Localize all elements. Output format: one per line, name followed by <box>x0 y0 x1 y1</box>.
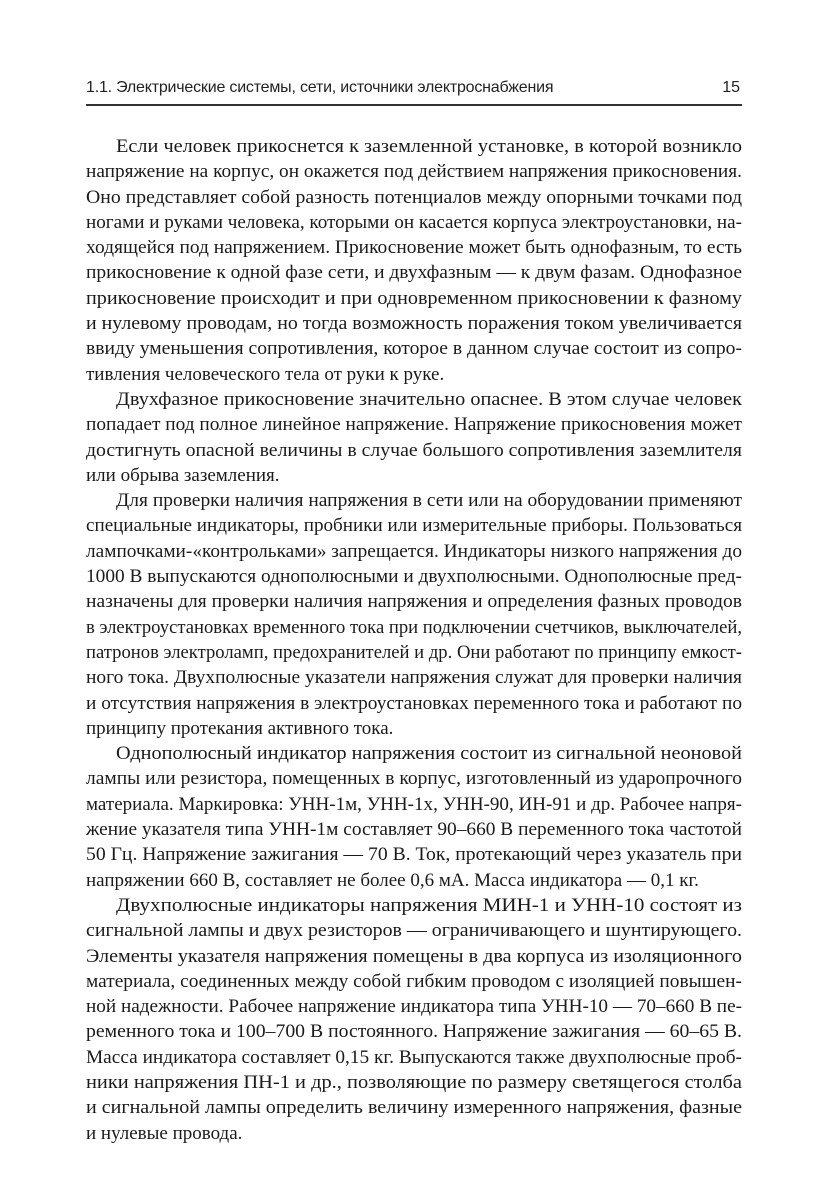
text-line: Элементы указателя напряжения помещены в два корпуса из изоляционного <box>86 945 742 967</box>
text-line: напряжении 660 В, составляет не более 0,6 мА. Масса индикатора — 0,1 кг. <box>86 869 699 891</box>
text-line: материала. Маркировка: УНН-1м, УНН-1х, УНН-90, ИН-91 и др. Рабочее напря- <box>86 793 742 815</box>
text-line: ного тока. Двухполюсные указатели напряжения служат для проверки наличия <box>86 667 742 689</box>
text-line: сигнальной лампы и двух резисторов — ограничивающего и шунтирующего. <box>86 920 742 942</box>
text-line: прикосновение к одной фазе сети, и двухфазным — к двум фазам. Однофазное <box>86 262 742 284</box>
text-line: лампы или резистора, помещенных в корпус, изготовленный из ударопрочного <box>86 768 742 790</box>
text-line: или обрыва заземления. <box>86 464 280 486</box>
paragraph <box>86 134 742 387</box>
text-line: жение указателя типа УНН-1м составляет 90–660 В переменного тока частотой <box>86 819 742 841</box>
text-line: Двухполюсные индикаторы напряжения МИН-1 и УНН-10 состоят из <box>116 894 743 916</box>
text-line: попадает под полное линейное напряжение. Напряжение прикосновения может <box>86 414 742 436</box>
text-line: Однополюсный индикатор напряжения состоит из сигнальной неоновой <box>116 743 742 765</box>
text-line: Если человек прикоснется к заземленной установке, в которой возникло <box>116 136 742 157</box>
text-line: Масса индикатора составляет 0,15 кг. Выпускаются также двухполюсные проб- <box>86 1046 743 1068</box>
running-title: 1.1. Электрические системы, сети, источники электроснабжения <box>86 79 554 96</box>
text-line: ввиду уменьшения сопротивления, которое в данном случае состоит из сопро- <box>86 338 742 360</box>
paragraph <box>86 741 742 893</box>
text-line: ногами и руками человека, которыми он касается корпуса электроустановки, на- <box>86 211 742 233</box>
text-line: Оно представляет собой разность потенциалов между опорными точками под <box>86 186 742 208</box>
text-line: и нулевому проводам, но тогда возможность поражения током увеличивается <box>86 313 742 335</box>
running-header <box>86 76 742 106</box>
text-line: патронов электроламп, предохранителей и др. Они работают по принципу емкост- <box>86 641 742 663</box>
text-line: тивления человеческого тела от руки к руке. <box>86 363 445 385</box>
text-line: 1000 В выпускаются однополюсными и двухполюсными. Однополюсные пред- <box>86 566 742 588</box>
paragraph <box>86 488 742 741</box>
text-line: лампочками-«контрольками» запрещается. Индикаторы низкого напряжения до <box>86 540 742 562</box>
text-line: Для проверки наличия напряжения в сети или на оборудовании применяют <box>116 490 742 512</box>
text-line: 50 Гц. Напряжение зажигания — 70 В. Ток, протекающий через указатель при <box>86 844 742 866</box>
text-line: Двухфазное прикосновение значительно опаснее. В этом случае человек <box>116 388 743 410</box>
text-line: ременного тока и 100–700 В постоянного. Напряжение зажигания — 60–65 В. <box>86 1021 742 1043</box>
text-line: специальные индикаторы, пробники или измерительные приборы. Пользоваться <box>86 515 742 537</box>
text-line: назначены для проверки наличия напряжения и определения фазных проводов <box>86 591 742 613</box>
text-line: достигнуть опасной величины в случае большого сопротивления заземлителя <box>86 439 743 461</box>
text-line: принципу протекания активного тока. <box>86 717 394 739</box>
text-line: и отсутствия напряжения в электроустановках переменного тока и работают по <box>86 692 742 714</box>
text-line: и нулевые провода. <box>86 1122 243 1144</box>
text-line: ной надежности. Рабочее напряжение индикатора типа УНН-10 — 70–660 В пе- <box>86 996 742 1018</box>
text-line: ходящейся под напряжением. Прикосновение может быть однофазным, то есть <box>86 237 742 259</box>
text-line: ники напряжения ПН-1 и др., позволяющие по размеру светящегося столба <box>86 1071 742 1093</box>
paragraph <box>86 387 742 488</box>
page-number: 15 <box>722 79 740 96</box>
text-line: в электроустановках временного тока при подключении счетчиков, выключателей, <box>86 616 742 638</box>
text-line: материала, соединенных между собой гибким проводом с изоляцией повышен- <box>86 970 742 992</box>
paragraph <box>86 893 742 1146</box>
text-line: прикосновение происходит и при одновременном прикосновении к фазному <box>86 287 742 309</box>
text-line: и сигнальной лампы определить величину измеренного напряжения, фазные <box>86 1097 742 1119</box>
text-line: напряжение на корпус, он окажется под действием напряжения прикосновения. <box>86 161 742 183</box>
body-text <box>86 134 742 1146</box>
